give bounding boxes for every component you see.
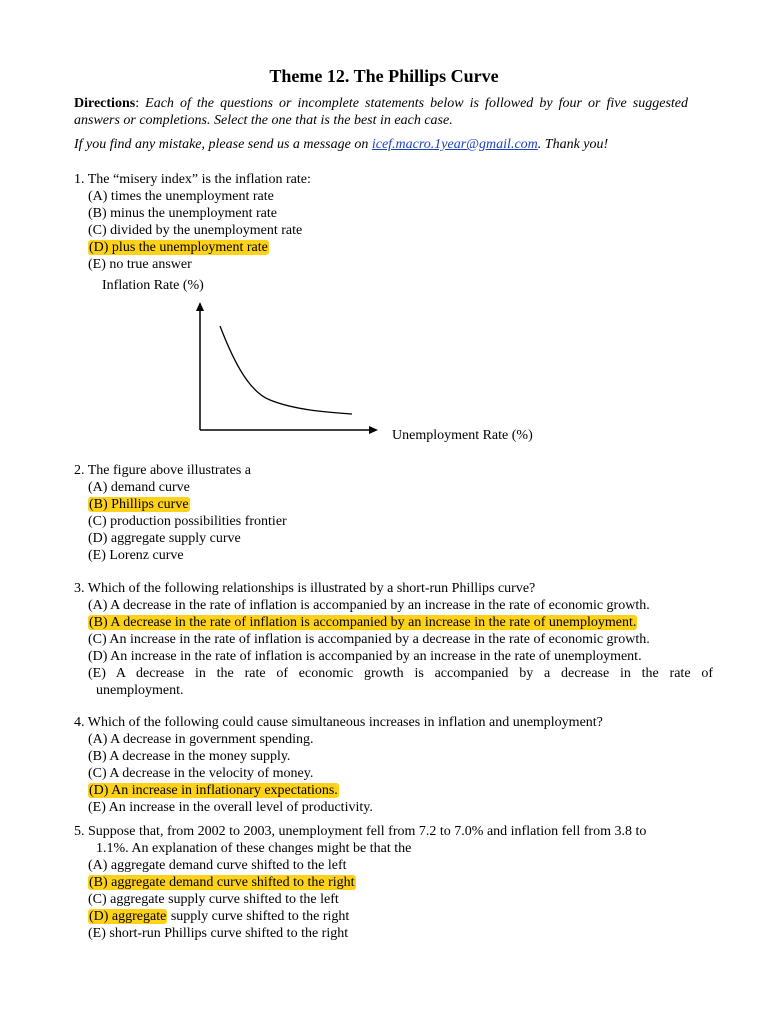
question-stem: 1. The “misery index” is the inflation rate: [74,172,311,187]
contact-note [74,136,608,153]
highlighted-answer: (B) Phillips curve [89,497,189,512]
page-title: Theme 12. The Phillips Curve [269,66,499,86]
question-2 [74,462,714,564]
option-b [74,614,714,631]
option-d: (D) An increase in the rate of inflation is accompanied by an increase in the rate of unemployment. [88,649,642,664]
highlighted-answer: (D) plus the unemployment rate [89,240,268,255]
question-stem: 2. The figure above illustrates a [74,463,252,478]
option-e-continued: unemployment. [96,683,184,698]
option-a: (A) times the unemployment rate [88,189,274,204]
highlighted-answer: (B) aggregate demand curve shifted to the right [89,875,355,890]
option-b [74,874,714,891]
question-1 [74,171,714,273]
directions-colon: : [135,96,140,111]
option-e: (E) Lorenz curve [88,548,184,563]
option-d: (D) aggregate supply curve [88,531,241,546]
option-a: (A) aggregate demand curve shifted to the left [88,858,347,873]
option-d [74,239,714,256]
question-5 [74,823,714,942]
question-stem: 3. Which of the following relationships is illustrated by a short-run Phillips curve? [74,581,536,596]
option-e: (E) no true answer [88,257,192,272]
highlighted-answer: (B) A decrease in the rate of inflation is accompanied by an increase in the rate of unemployment. [89,615,637,630]
option-b [74,496,714,513]
question-3 [74,580,714,699]
question-stem-continued: 1.1%. An explanation of these changes might be that the [96,841,412,856]
option-b: (B) A decrease in the money supply. [88,749,291,764]
option-a: (A) demand curve [88,480,190,495]
highlighted-answer: (D) aggregate [89,909,167,924]
question-stem: 5. Suppose that, from 2002 to 2003, unemployment fell from 7.2 to 7.0% and inflation fell from 3.8 to [74,824,647,839]
contact-before: If you find any mistake, please send us a message on [74,137,372,152]
option-e: (E) An increase in the overall level of productivity. [88,800,373,815]
option-a: (A) A decrease in government spending. [88,732,314,747]
option-d [74,908,714,925]
question-4 [74,714,714,816]
contact-email-link[interactable]: icef.macro.1year@gmail.com [371,137,538,152]
option-a: (A) A decrease in the rate of inflation is accompanied by an increase in the rate of economic growth. [88,598,650,613]
option-c: (C) divided by the unemployment rate [88,223,303,238]
option-b: (B) minus the unemployment rate [88,206,277,221]
directions [74,95,688,129]
highlighted-answer: (D) An increase in inflationary expectations. [89,783,338,798]
option-c: (C) production possibilities frontier [88,514,287,529]
question-stem: 4. Which of the following could cause simultaneous increases in inflation and unemployment? [74,715,603,730]
option-d [74,782,714,799]
option-d-rest: supply curve shifted to the right [167,909,350,924]
option-e: (E) short-run Phillips curve shifted to the right [88,926,349,941]
directions-label: Directions [74,96,136,111]
option-e: (E) A decrease in the rate of economic growth is accompanied by a decrease in the rate of [88,666,713,681]
phillips-curve-graph [190,300,390,440]
option-c: (C) aggregate supply curve shifted to the left [88,892,339,907]
directions-text: Each of the questions or incomplete statements below is followed by four or five suggested answers or completions. Select the one that is the best in each case. [74,96,688,128]
x-axis-arrow [369,426,378,434]
option-c: (C) A decrease in the velocity of money. [88,766,314,781]
contact-after: . Thank you! [537,137,609,152]
graph-y-axis-label: Inflation Rate (%) [102,278,204,293]
phillips-curve [220,326,352,414]
y-axis-arrow [196,302,204,311]
option-c: (C) An increase in the rate of inflation is accompanied by a decrease in the rate of economic growth. [88,632,650,647]
graph-x-axis-label: Unemployment Rate (%) [392,428,533,443]
